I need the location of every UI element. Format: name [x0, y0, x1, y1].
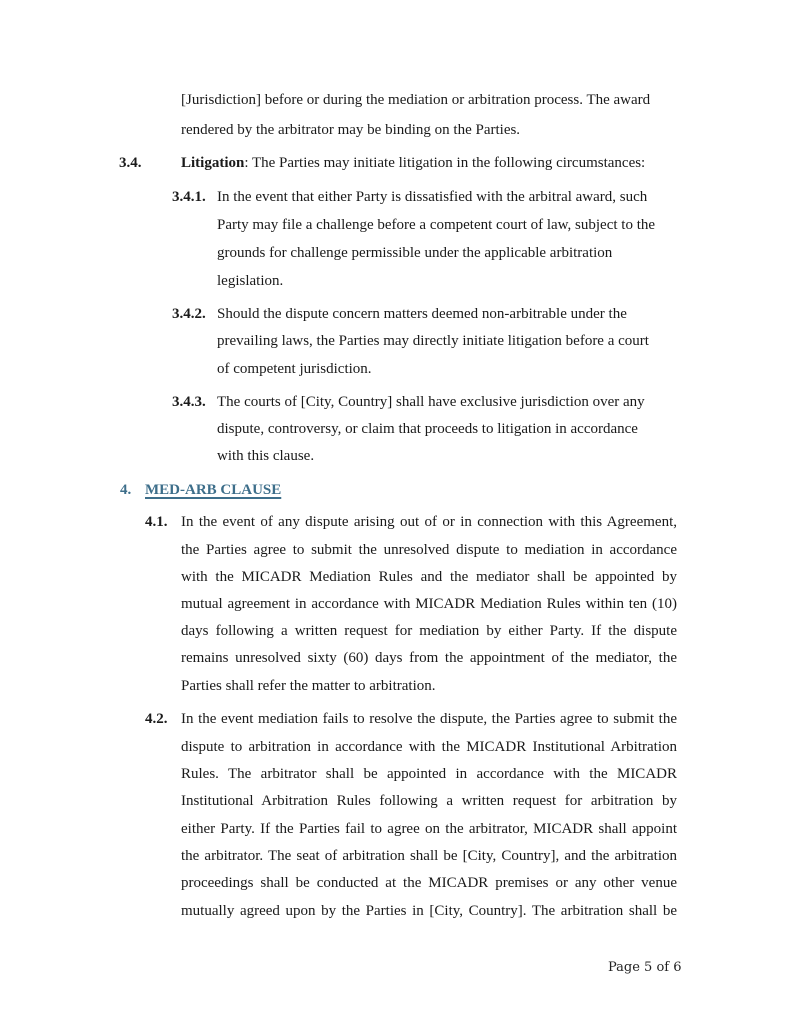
clause-line: dispute to arbitration in accordance with the MICADR Institutional Arbitration — [181, 739, 677, 755]
subclause-line: dispute, controversy, or claim that proceeds to litigation in accordance — [217, 421, 638, 437]
clause-line: the Parties agree to submit the unresolved dispute to mediation in accordance — [181, 542, 677, 558]
clause-line: In the event of any dispute arising out of or in connection with this Agreement, — [181, 514, 677, 530]
subclause-line: Should the dispute concern matters deemed non-arbitrable under the — [217, 306, 627, 322]
section-title: MED-ARB CLAUSE — [145, 482, 282, 498]
subclause-number: 3.4.1. — [172, 189, 206, 205]
subclause-line: prevailing laws, the Parties may directly initiate litigation before a court — [217, 333, 649, 349]
clause-3-4-text — [181, 153, 645, 173]
section-number: 4. — [120, 482, 132, 498]
subclause-number: 3.4.2. — [172, 306, 206, 322]
clause-number: 3.4. — [119, 155, 142, 171]
section-heading — [120, 480, 281, 500]
subclause-number: 3.4.3. — [172, 394, 206, 410]
clause-line: mutual agreement in accordance with MICADR Mediation Rules within ten (10) — [181, 596, 677, 612]
subclause-line: In the event that either Party is dissatisfied with the arbitral award, such — [217, 189, 648, 205]
continuation-line: rendered by the arbitrator may be binding on the Parties. — [181, 122, 521, 138]
clause-line: with the MICADR Mediation Rules and the mediator shall be appointed by — [181, 569, 677, 585]
subclause-line: grounds for challenge permissible under the applicable arbitration — [217, 245, 613, 261]
subclause-line: The courts of [City, Country] shall have exclusive jurisdiction over any — [217, 394, 645, 410]
clause-line: proceedings shall be conducted at the MICADR premises or any other venue — [181, 875, 677, 891]
clause-line: Rules. The arbitrator shall be appointed in accordance with the MICADR — [181, 766, 677, 782]
clause-line: either Party. If the Parties fail to agree on the arbitrator, MICADR shall appoint — [181, 821, 677, 837]
clause-number: 4.1. — [145, 514, 168, 530]
clause-line: mutually agreed upon by the Parties in [City, Country]. The arbitration shall be — [181, 903, 677, 919]
clause-line: Parties shall refer the matter to arbitration. — [181, 678, 436, 694]
subclause-line: with this clause. — [217, 448, 315, 464]
clause-line: days following a written request for mediation by either Party. If the dispute — [181, 623, 677, 639]
page-number: Page 5 of 6 — [608, 960, 682, 975]
clause-label: Litigation — [181, 155, 245, 171]
clause-body: : The Parties may initiate litigation in the following circumstances: — [244, 155, 646, 171]
clause-line: remains unresolved sixty (60) days from the appointment of the mediator, the — [181, 650, 677, 666]
continuation-line: [Jurisdiction] before or during the mediation or arbitration process. The award — [181, 92, 651, 108]
clause-number: 4.2. — [145, 711, 168, 727]
clause-line: the arbitrator. The seat of arbitration shall be [City, Country], and the arbitration — [181, 848, 677, 864]
subclause-line: of competent jurisdiction. — [217, 361, 372, 377]
subclause-line: legislation. — [217, 273, 284, 289]
subclause-line: Party may file a challenge before a competent court of law, subject to the — [217, 217, 656, 233]
clause-line: Institutional Arbitration Rules following a written request for arbitration by — [181, 793, 677, 809]
clause-line: In the event mediation fails to resolve the dispute, the Parties agree to submit the — [181, 711, 677, 727]
